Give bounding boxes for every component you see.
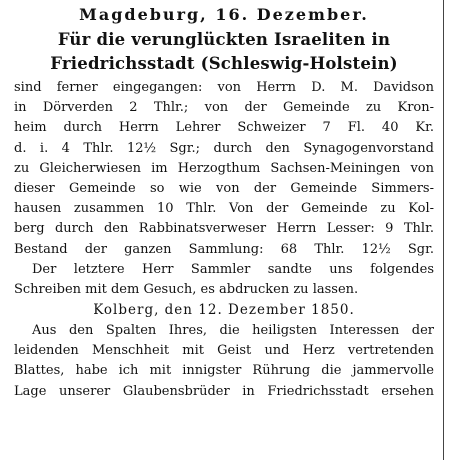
letter-line: leidenden Menschheit mit Geist und Herz vertretenden <box>14 343 434 359</box>
letter-body <box>14 321 434 402</box>
headline-line: Friedrichsstadt (Schleswig-Holstein) <box>50 54 398 73</box>
body-line: in Dörverden 2 Thlr.; von der Gemeinde zu Kron- <box>14 100 434 116</box>
body-line: Der letztere Herr Sammler sandte uns folgendes <box>32 261 434 277</box>
dateline: Magdeburg, 16. Dezember. <box>79 5 369 24</box>
body-line: sind ferner eingegangen: von Herrn D. M. Davidson <box>14 80 434 95</box>
letter-line: Aus den Spalten Ihres, die heiligsten Interessen der <box>32 323 434 339</box>
letter-line: Lage unserer Glaubensbrüder in Friedrichsstadt ersehen <box>14 383 434 399</box>
body-line: zu Gleicherwiesen im Herzogthum Sachsen-Meiningen von <box>14 160 434 176</box>
body-line: Bestand der ganzen Sammlung: 68 Thlr. 12½ Sgr. <box>14 241 434 257</box>
letter-line: Blattes, habe ich mit innigster Rührung die jammervolle <box>14 363 434 379</box>
body-line: hausen zusammen 10 Thlr. Von der Gemeinde zu Kol- <box>14 201 434 217</box>
newspaper-column <box>14 4 434 402</box>
headline-line: Für die verunglückten Israeliten in <box>57 30 391 49</box>
body-line: dieser Gemeinde so wie von der Gemeinde Simmers- <box>14 180 434 196</box>
body-line: d. i. 4 Thlr. 12½ Sgr.; durch den Synagogenvorstand <box>14 140 434 156</box>
column-rule <box>443 0 444 460</box>
letter-heading: Kolberg, den 12. Dezember 1850. <box>93 302 355 319</box>
body-line: heim durch Herrn Lehrer Schweizer 7 Fl. 40 Kr. <box>14 120 434 136</box>
article-body <box>14 78 434 300</box>
headline <box>14 28 434 76</box>
body-line: Schreiben mit dem Gesuch, es abdrucken zu lassen. <box>14 281 359 297</box>
body-line: berg durch den Rabbinatsverweser Herrn Lesser: 9 Thlr. <box>14 221 434 237</box>
